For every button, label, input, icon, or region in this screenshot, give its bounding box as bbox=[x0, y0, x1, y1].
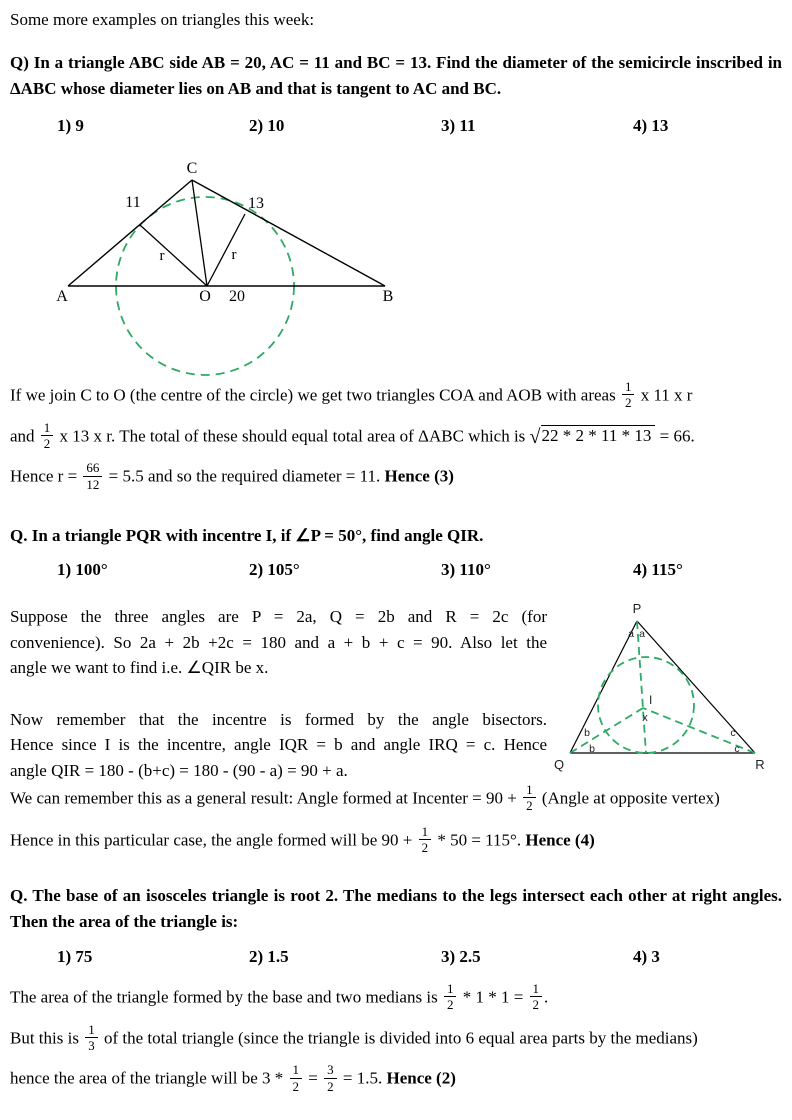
q3-option-1: 1) 75 bbox=[57, 947, 93, 966]
q3-solution-line-3: hence the area of the triangle will be 3 * $\frac{1}{2}$ = $\frac{3}{2}$ = 1.5. Hence (2) bbox=[10, 1062, 456, 1094]
q2-option-3: 3) 110° bbox=[441, 560, 491, 579]
radius-to-ac bbox=[140, 225, 207, 286]
q3-options bbox=[57, 947, 660, 967]
q1-option-2: 2) 10 bbox=[249, 116, 285, 135]
q2-explanation bbox=[10, 604, 547, 783]
label-ac-11: 11 bbox=[125, 194, 141, 211]
q2-para2-line-1: Now remember that the incentre is formed by the angle bisectors. bbox=[10, 709, 547, 729]
intro-text: Some more examples on triangles this week: bbox=[10, 10, 315, 29]
incircle bbox=[598, 657, 694, 753]
label-a2: a bbox=[639, 628, 645, 640]
q2-para1-line-1: Suppose the three angles are P = 2a, Q = 2b and R = 2c (for bbox=[10, 607, 547, 626]
label-b: B bbox=[382, 288, 394, 305]
q1-solution-line-1: If we join C to O (the centre of the circle) we get two triangles COA and AOB with areas $\frac{1}{2}$ x 11 x r bbox=[10, 379, 693, 411]
segment-oc bbox=[192, 180, 207, 286]
label-x: x bbox=[642, 712, 648, 724]
q1-solution-line-2: and $\frac{1}{2}$ x 13 x r. The total of these should equal total area of ΔABC which is √22 * 2 * 11 * 13 = 66. bbox=[10, 419, 695, 451]
q1-option-4: 4) 13 bbox=[633, 116, 669, 135]
q2-options bbox=[57, 560, 683, 580]
label-a: A bbox=[56, 288, 68, 305]
q3-solution-line-2: But this is $\frac{1}{3}$ of the total triangle (since the triangle is divided into 6 equal area parts by the medians) bbox=[10, 1021, 698, 1053]
label-p: P bbox=[632, 601, 642, 616]
label-c2: c bbox=[734, 743, 740, 755]
edge-qp bbox=[570, 621, 637, 753]
q3-option-2: 2) 1.5 bbox=[249, 947, 289, 966]
q1-solution bbox=[10, 381, 792, 503]
edge-cb bbox=[192, 180, 385, 286]
q2-para2-line-3: angle QIR = 180 - (b+c) = 180 - (90 - a) = 90 + a. bbox=[10, 760, 348, 780]
q1-solution-line-3: Hence r = $\frac{66}{12}$ = 5.5 and so the required diameter = 11. Hence (3) bbox=[10, 460, 454, 492]
label-ab-20: 20 bbox=[229, 288, 245, 305]
label-q: Q bbox=[553, 757, 565, 772]
q3-option-4: 4) 3 bbox=[633, 947, 660, 966]
q2-conclusion: Hence in this particular case, the angle formed will be 90 + $\frac{1}{2}$ * 50 = 115°. Hence (4) bbox=[10, 824, 595, 856]
q2-para2-line-2: Hence since I is the incentre, angle IQR = b and angle IRQ = c. Hence bbox=[10, 735, 547, 754]
q2-option-2: 2) 105° bbox=[249, 560, 300, 579]
label-c1: c bbox=[730, 727, 736, 739]
q1-question: Q) In a triangle ABC side AB = 20, AC = 11 and BC = 13. Find the diameter of the semicircle inscribed in ΔABC whose diameter lies on AB and that is tangent to AC and BC. bbox=[10, 53, 782, 98]
q1-option-1: 1) 9 bbox=[57, 116, 84, 135]
label-o: O bbox=[199, 288, 211, 305]
edge-pr bbox=[637, 621, 755, 753]
label-c: C bbox=[186, 160, 198, 177]
q2-question: Q. In a triangle PQR with incentre I, if ∠P = 50°, find angle QIR. bbox=[10, 526, 484, 545]
label-bc-13: 13 bbox=[248, 195, 264, 212]
label-b1: b bbox=[584, 727, 590, 739]
triangle-abc-diagram bbox=[48, 152, 448, 380]
label-r-right: r bbox=[231, 247, 237, 263]
q2-option-1: 1) 100° bbox=[57, 560, 108, 579]
label-r: R bbox=[755, 757, 765, 772]
paragraph-gap bbox=[10, 681, 547, 707]
q3-question: Q. The base of an isosceles triangle is root 2. The medians to the legs intersect each other at right angles. Then the area of the triangle is: bbox=[10, 886, 782, 931]
q3-solution-line-1: The area of the triangle formed by the base and two medians is $\frac{1}{2}$ * 1 * 1 = $\frac{1}{2}$ . bbox=[10, 981, 549, 1013]
bisector-from-p bbox=[637, 621, 646, 753]
radius-to-bc bbox=[207, 214, 245, 286]
q3-option-3: 3) 2.5 bbox=[441, 947, 481, 966]
label-r-left: r bbox=[159, 248, 165, 264]
label-a1: a bbox=[628, 628, 634, 640]
q2-para1-line-2: convenience). So 2a + 2b +2c = 180 and a + b + c = 90. Also let the bbox=[10, 632, 547, 652]
label-b2: b bbox=[589, 743, 595, 755]
q1-option-3: 3) 11 bbox=[441, 116, 476, 135]
triangle-pqr-diagram bbox=[545, 596, 792, 781]
label-i: I bbox=[649, 693, 653, 707]
q2-para1-line-3: angle we want to find i.e. ∠QIR be x. bbox=[10, 658, 269, 677]
q2-option-4: 4) 115° bbox=[633, 560, 683, 579]
q2-general-result: We can remember this as a general result: Angle formed at Incenter = 90 + $\frac{1}{2}$ (Angle at opposite vertex) bbox=[10, 782, 720, 814]
q3-solution bbox=[10, 983, 792, 1105]
q1-options bbox=[57, 116, 668, 136]
